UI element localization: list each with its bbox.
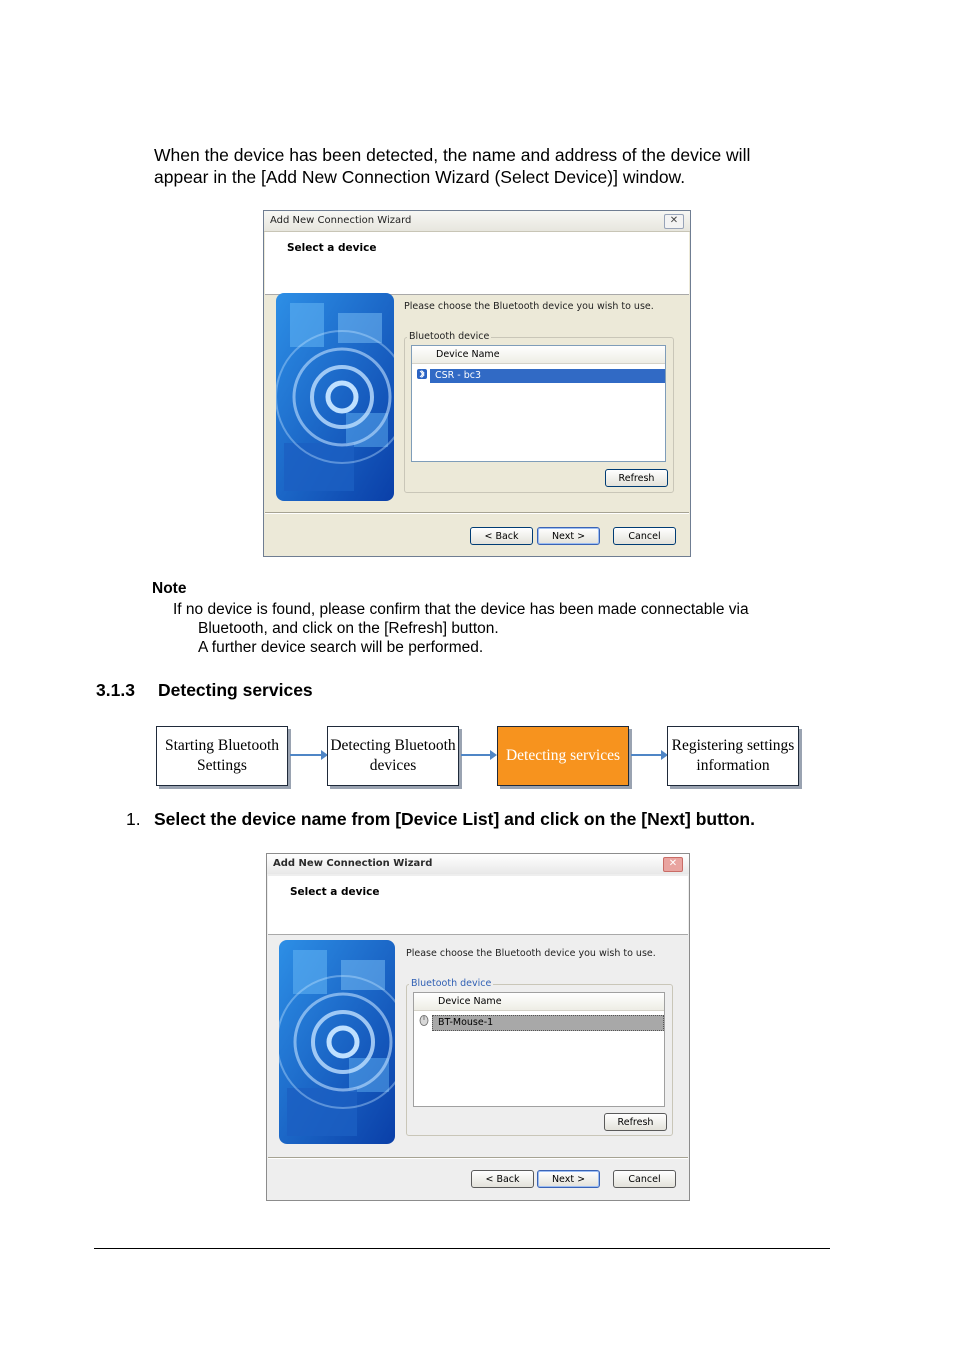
wizard-1-titlebar	[264, 211, 690, 232]
section-title: Detecting services	[158, 680, 313, 700]
wizard-1-column-header[interactable]: Device Name	[412, 346, 665, 364]
wizard-1-device-list[interactable]	[411, 345, 666, 462]
mouse-device-icon	[418, 1014, 430, 1026]
wizard-1-cancel-button[interactable]: Cancel	[613, 527, 676, 545]
step-number: 1.	[126, 809, 141, 829]
wizard-1-separator	[265, 512, 689, 514]
wizard-1-header-title: Select a device	[287, 242, 377, 254]
section-number: 3.1.3	[96, 680, 135, 700]
wizard-1-refresh-button[interactable]: Refresh	[605, 469, 668, 487]
wizard-2-group-label: Bluetooth device	[411, 978, 492, 989]
flow-step-detecting-services: Detecting services	[497, 726, 629, 786]
intro-line-1: When the device has been detected, the name and address of the device will	[154, 145, 751, 165]
wizard-1-prompt: Please choose the Bluetooth device you wish to use.	[404, 301, 654, 312]
wizard-2-cancel-button[interactable]: Cancel	[613, 1170, 676, 1188]
step-text: Select the device name from [Device List] and click on the [Next] button.	[154, 809, 755, 829]
bluetooth-illustration-icon	[276, 293, 394, 501]
wizard-2-titlebar	[267, 854, 689, 874]
note-line-2: Bluetooth, and click on the [Refresh] button.	[198, 620, 499, 637]
close-icon[interactable]: ✕	[663, 857, 683, 872]
bluetooth-device-icon	[416, 368, 428, 380]
close-icon[interactable]: ✕	[664, 214, 684, 229]
bluetooth-illustration-icon	[279, 940, 395, 1144]
wizard-2-column-header[interactable]: Device Name	[414, 993, 664, 1011]
note-line-1: If no device is found, please confirm that the device has been made connectable via	[173, 601, 749, 618]
wizard-1-device-row[interactable]: CSR - bc3	[430, 369, 665, 383]
wizard-1-group-label: Bluetooth device	[409, 331, 490, 342]
flow-step-detecting-devices: Detecting Bluetooth devices	[327, 726, 459, 786]
wizard-1-title: Add New Connection Wizard	[270, 215, 412, 226]
intro-paragraph	[154, 144, 854, 188]
wizard-window-1	[263, 210, 691, 557]
wizard-2-separator	[268, 1157, 688, 1159]
wizard-2-refresh-button[interactable]: Refresh	[604, 1113, 667, 1131]
wizard-1-back-button[interactable]: < Back	[470, 527, 533, 545]
wizard-1-next-button[interactable]: Next >	[537, 527, 600, 545]
wizard-2-prompt: Please choose the Bluetooth device you wish to use.	[406, 948, 656, 959]
wizard-2-device-row[interactable]: BT-Mouse-1	[432, 1015, 664, 1031]
note-title: Note	[152, 580, 187, 597]
wizard-2-device-group	[406, 978, 673, 1136]
wizard-2-header-title: Select a device	[290, 886, 380, 898]
flow-step-registering-settings: Registering settings information	[667, 726, 799, 786]
wizard-1-header	[265, 232, 689, 295]
footer-rule	[94, 1248, 830, 1249]
flow-arrow-1	[290, 754, 326, 756]
wizard-2-back-button[interactable]: < Back	[471, 1170, 534, 1188]
flow-arrow-3	[631, 754, 666, 756]
wizard-1-device-group	[404, 331, 674, 493]
flow-step-starting-settings: Starting Bluetooth Settings	[156, 726, 288, 786]
wizard-2-device-list[interactable]	[413, 992, 665, 1107]
intro-line-2: appear in the [Add New Connection Wizard (Select Device)] window.	[154, 167, 686, 187]
wizard-2-title: Add New Connection Wizard	[273, 858, 433, 869]
wizard-window-2	[266, 853, 690, 1201]
note-line-3: A further device search will be performed.	[198, 639, 484, 656]
wizard-2-header	[268, 876, 688, 935]
flow-arrow-2	[461, 754, 495, 756]
wizard-2-next-button[interactable]: Next >	[537, 1170, 600, 1188]
